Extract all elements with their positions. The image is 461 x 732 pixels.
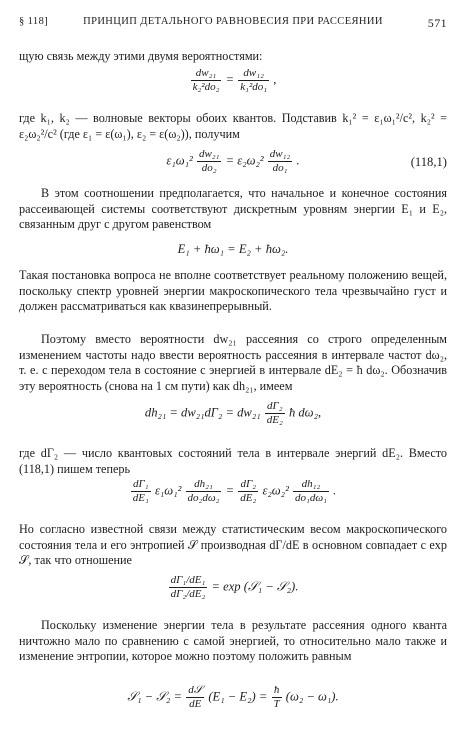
fraction: $\frac{\text{d𝒮}}{dE}$ <box>188 684 203 710</box>
fraction: $\frac{\text{dw₁₂}}{\text{do₁}}$ <box>269 148 291 174</box>
paragraph-2: где k₁, k₂ — волновые векторы обоих квантов. Подставив k₁² = ε₁ω₁²/c², k₂² = ε₂ω₂²/c² (где ε₁ = ε(ω₁), ε₂ = ε(ω₂)), получим <box>19 111 447 141</box>
fraction: $\frac{\text{dΓ₁}}{\text{dE₁}}$ <box>132 478 149 504</box>
paragraph-1: щую связь между этими двумя вероятностями: <box>19 49 263 63</box>
formula-dh21: dh₂₁ = dw₂₁dΓ₂ = dw₂₁ $\frac{\text{dΓ₂}}{\text{dE₂}}$ ħ dω₂, <box>144 400 322 426</box>
page-number: 571 <box>427 16 447 30</box>
equation-number: (118,1) <box>410 155 447 169</box>
fraction: $\frac{\text{dw₂₁}}{\text{do₂}}$ <box>198 148 220 174</box>
fraction: $\frac{\text{dw₁₂}}{\text{k₁²do₁}}$ <box>240 67 268 93</box>
formula-detailed-balance: $\frac{\text{dΓ₁}}{\text{dE₁}}$ ε₁ω₁² $\frac{\text{dh₂₁}}{\text{do₂dω₂}}$ = $\frac{\text{dΓ₂}}{\text{dE₂}}$ ε₂ω₂² $\frac{\text{dh₁₂}}{\text{do₁dω₁}}$ . <box>132 478 337 504</box>
paragraph-4: Такая постановка вопроса не вполне соответствует реальному положению вещей, поскольку спектр уровней энергии макроскопического тела чрезвычайно густ и должен рассматриваться как квазинепрерывный. <box>19 268 447 314</box>
paragraph-3: В этом соотношении предполагается, что начальное и конечное состояния рассеивающей системы соответствуют дискретным уровням энергии E₁ и E₂, связанным друг с другом равенством <box>19 186 447 232</box>
paragraph-6: где dΓ₂ — число квантовых состояний тела в интервале энергий dE₂. Вместо (118,1) пишем теперь <box>19 446 447 476</box>
fraction: $\frac{\text{dΓ₁/dE₁}}{\text{dΓ₂/dE₂}}$ <box>170 574 206 600</box>
fraction: $\frac{\text{dΓ₂}}{\text{dE₂}}$ <box>240 478 257 504</box>
formula-118-1: ε₁ω₁² $\frac{\text{dw₂₁}}{\text{do₂}}$ = ε₂ω₂² $\frac{\text{dw₁₂}}{\text{do₁}}$ . (118,1) <box>166 148 447 174</box>
running-title: ПРИНЦИП ДЕТАЛЬНОГО РАВНОВЕСИЯ ПРИ РАССЕЯНИИ <box>83 16 383 27</box>
fraction: $\frac{\text{dw₂₁}}{\text{k₂²do₂}}$ <box>192 67 220 93</box>
fraction: $\frac{ħ}{T}$ <box>273 684 280 710</box>
formula-energy-conservation: E₁ + ħω₁ = E₂ + ħω₂. <box>177 242 289 256</box>
formula-probability-relation: $\frac{\text{dw₂₁}}{\text{k₂²do₂}}$ = $\frac{\text{dw₁₂}}{\text{k₁²do₁}}$ , <box>192 67 277 93</box>
paragraph-5: Поэтому вместо вероятности dw₂₁ рассеяния со строго определенным изменением частоты надо ввести вероятность рассеяния в интервале частот dω₂, т. е. с переходом тела в состояние с энергией в интервале dE₂ = ħ dω₂. Обозначив эту вероятность (снова на 1 см пути) как dh₂₁, имеем <box>19 332 447 393</box>
paragraph-7: Но согласно известной связи между статистическим весом макроскопического состояния тела и его энтропией 𝒮 производная dΓ/dE в основном совпадает с exp 𝒮, так что отношение <box>19 522 447 568</box>
formula-entropy-ratio: $\frac{\text{dΓ₁/dE₁}}{\text{dΓ₂/dE₂}}$ = exp (𝒮₁ − 𝒮₂). <box>170 574 299 600</box>
fraction: $\frac{\text{dh₁₂}}{\text{do₁dω₁}}$ <box>295 478 327 504</box>
section-reference: § 118] <box>19 16 49 27</box>
fraction: $\frac{\text{dΓ₂}}{\text{dE₂}}$ <box>266 400 283 426</box>
running-header <box>19 16 447 30</box>
formula-entropy-difference: 𝒮₁ − 𝒮₂ = $\frac{\text{d𝒮}}{dE}$ (E₁ − E₂) = $\frac{ħ}{T}$ (ω₂ − ω₁). <box>127 684 339 710</box>
paragraph-8: Поскольку изменение энергии тела в результате рассеяния одного кванта ничтожно мало по сравнению с самой энергией, то относительно мало также и изменение энтропии, которое можно поэтому положить равным <box>19 618 447 664</box>
fraction: $\frac{\text{dh₂₁}}{\text{do₂dω₂}}$ <box>187 478 220 504</box>
